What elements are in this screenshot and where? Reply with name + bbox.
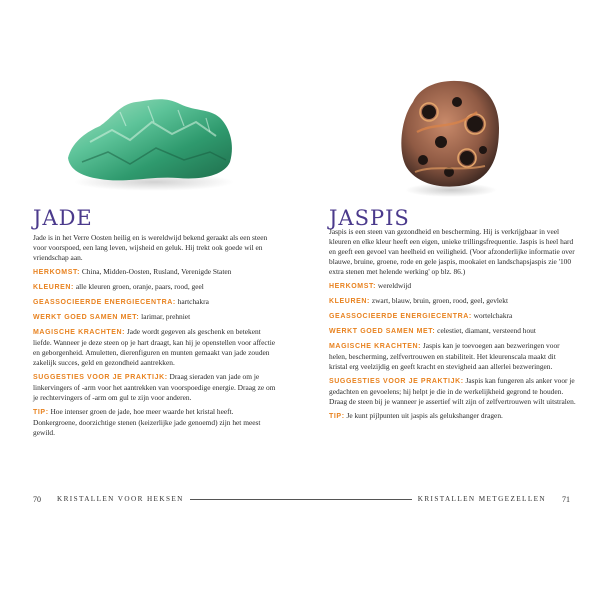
jaspis-kleuren	[329, 296, 576, 307]
samen-label: WERKT GOED SAMEN MET:	[329, 328, 436, 335]
left-page-number: 70	[33, 494, 41, 504]
kleuren-value: zwart, blauw, bruin, groen, rood, geel, gevlekt	[369, 295, 509, 305]
energie-value: hartchakra	[175, 297, 209, 307]
herkomst-value: wereldwijd	[376, 280, 412, 290]
suggesties-value: Jaspis kan fungeren als anker voor je gedachten en gevoelens; hij helpt je die in de werkelijkheid gegrond te houden. Draag de steen bij je wanneer je assertief wilt zijn of zelfvertrouwen wilt uitstralen.	[329, 376, 576, 406]
jade-herkomst	[33, 267, 278, 278]
kleuren-value: alle kleuren groen, oranje, paars, rood, geel	[73, 282, 204, 291]
jade-stone-image	[60, 82, 240, 194]
right-footer-rule	[300, 499, 412, 500]
jaspis-magisch	[329, 341, 576, 372]
left-running-title: KRISTALLEN VOOR HEKSEN	[57, 495, 184, 503]
jaspis-intro: Jaspis is een steen van gezondheid en bescherming. Hij is verkrijgbaar in veel kleuren en elke kleur heeft een eigen, unieke trillingsfrequentie. Jaspis is heel hard en geeft een gevoel van heelheid en veiligheid. (Voor afzonderlijke informatie over blauwe, bruine, groene, rode en gele jaspis, mookaiet en landschapsjaspis zie '100 extra stenen met helende werking' op blz. 86.)	[329, 227, 575, 276]
magisch-label: MAGISCHE KRACHTEN:	[329, 343, 422, 351]
jade-suggesties	[33, 372, 278, 403]
tip-label: TIP:	[329, 412, 345, 420]
herkomst-label: HERKOMST:	[329, 282, 377, 290]
jade-kleuren	[33, 282, 278, 293]
right-page	[300, 0, 600, 600]
suggesties-value: Draag sieraden van jade om je linkervingers of -arm voor het aantrekken van voorspoedige energie. Draag ze om je rechtervingers of -arm om gul te zijn voor anderen.	[33, 372, 276, 402]
herkomst-value: China, Midden-Oosten, Rusland, Verenigde Staten	[80, 266, 232, 276]
tip-value: Hoe intenser groen de jade, hoe meer waarde het kristal heeft. Donkergroene, doorzichtige stenen (keizerlijke jade genoemd) zijn het meest gewild.	[33, 407, 261, 437]
jade-text	[33, 233, 278, 442]
samen-value: larimar, prehniet	[139, 312, 191, 322]
right-footer	[300, 492, 570, 506]
suggesties-label: SUGGESTIES VOOR JE PRAKTIJK:	[329, 378, 464, 385]
energie-label: GEASSOCIEERDE ENERGIECENTRA:	[33, 299, 176, 307]
left-footer-rule	[190, 499, 300, 500]
jade-samen	[33, 312, 278, 323]
herkomst-label: HERKOMST:	[33, 268, 81, 276]
jaspis-suggesties	[329, 376, 576, 407]
jade-intro: Jade is in het Verre Oosten heilig en is wereldwijd bekend geraakt als een steen voor voorspoed, een lang leven, wijsheid en geluk. Hij trekt ook goede wil en vriendschap aan.	[33, 233, 268, 262]
magisch-label: MAGISCHE KRACHTEN:	[33, 329, 126, 337]
jaspis-tip	[329, 411, 576, 422]
kleuren-label: KLEUREN:	[33, 284, 74, 291]
jaspis-title: JASPIS	[329, 206, 410, 230]
left-footer	[33, 492, 300, 506]
jaspis-samen	[329, 326, 576, 337]
right-page-number: 71	[562, 494, 570, 504]
tip-label: TIP:	[33, 409, 49, 416]
kleuren-label: KLEUREN:	[329, 297, 370, 305]
samen-label: WERKT GOED SAMEN MET:	[33, 314, 140, 322]
jaspis-text	[329, 227, 576, 426]
suggesties-label: SUGGESTIES VOOR JE PRAKTIJK:	[33, 374, 168, 382]
magisch-value: Jaspis kan je toevoegen aan bezweringen voor helen, bescherming, zelfvertrouwen en stabiliteit. Het kleurenscala maakt dit kristal erg veelzijdig en geeft kracht en stevigheid aan allerlei bezweringen.	[329, 341, 560, 371]
jade-energie	[33, 297, 278, 308]
energie-value: wortelchakra	[471, 310, 513, 320]
jade-magisch	[33, 327, 278, 368]
tip-value: Je kunt pijlpunten uit jaspis als gelukshanger dragen.	[344, 410, 503, 420]
jade-title: JADE	[33, 206, 93, 230]
samen-value: celestiet, diamant, versteend hout	[435, 326, 536, 335]
energie-label: GEASSOCIEERDE ENERGIECENTRA:	[329, 312, 472, 320]
jade-tip	[33, 407, 278, 438]
magisch-value: Jade wordt gegeven als geschenk en betekent liefde. Wanneer je deze steen op je hart draagt, kan hij je openstellen voor affectie en geborgenheid. Amuletten, dierenfiguren en munten gemaakt van jade zouden zakelijk succes, geld en gezondheid aantrekken.	[33, 327, 276, 367]
jaspis-herkomst	[329, 281, 576, 292]
right-running-title: KRISTALLEN METGEZELLEN	[417, 495, 546, 503]
jaspis-stone-image	[395, 72, 505, 200]
jaspis-energie	[329, 311, 576, 322]
